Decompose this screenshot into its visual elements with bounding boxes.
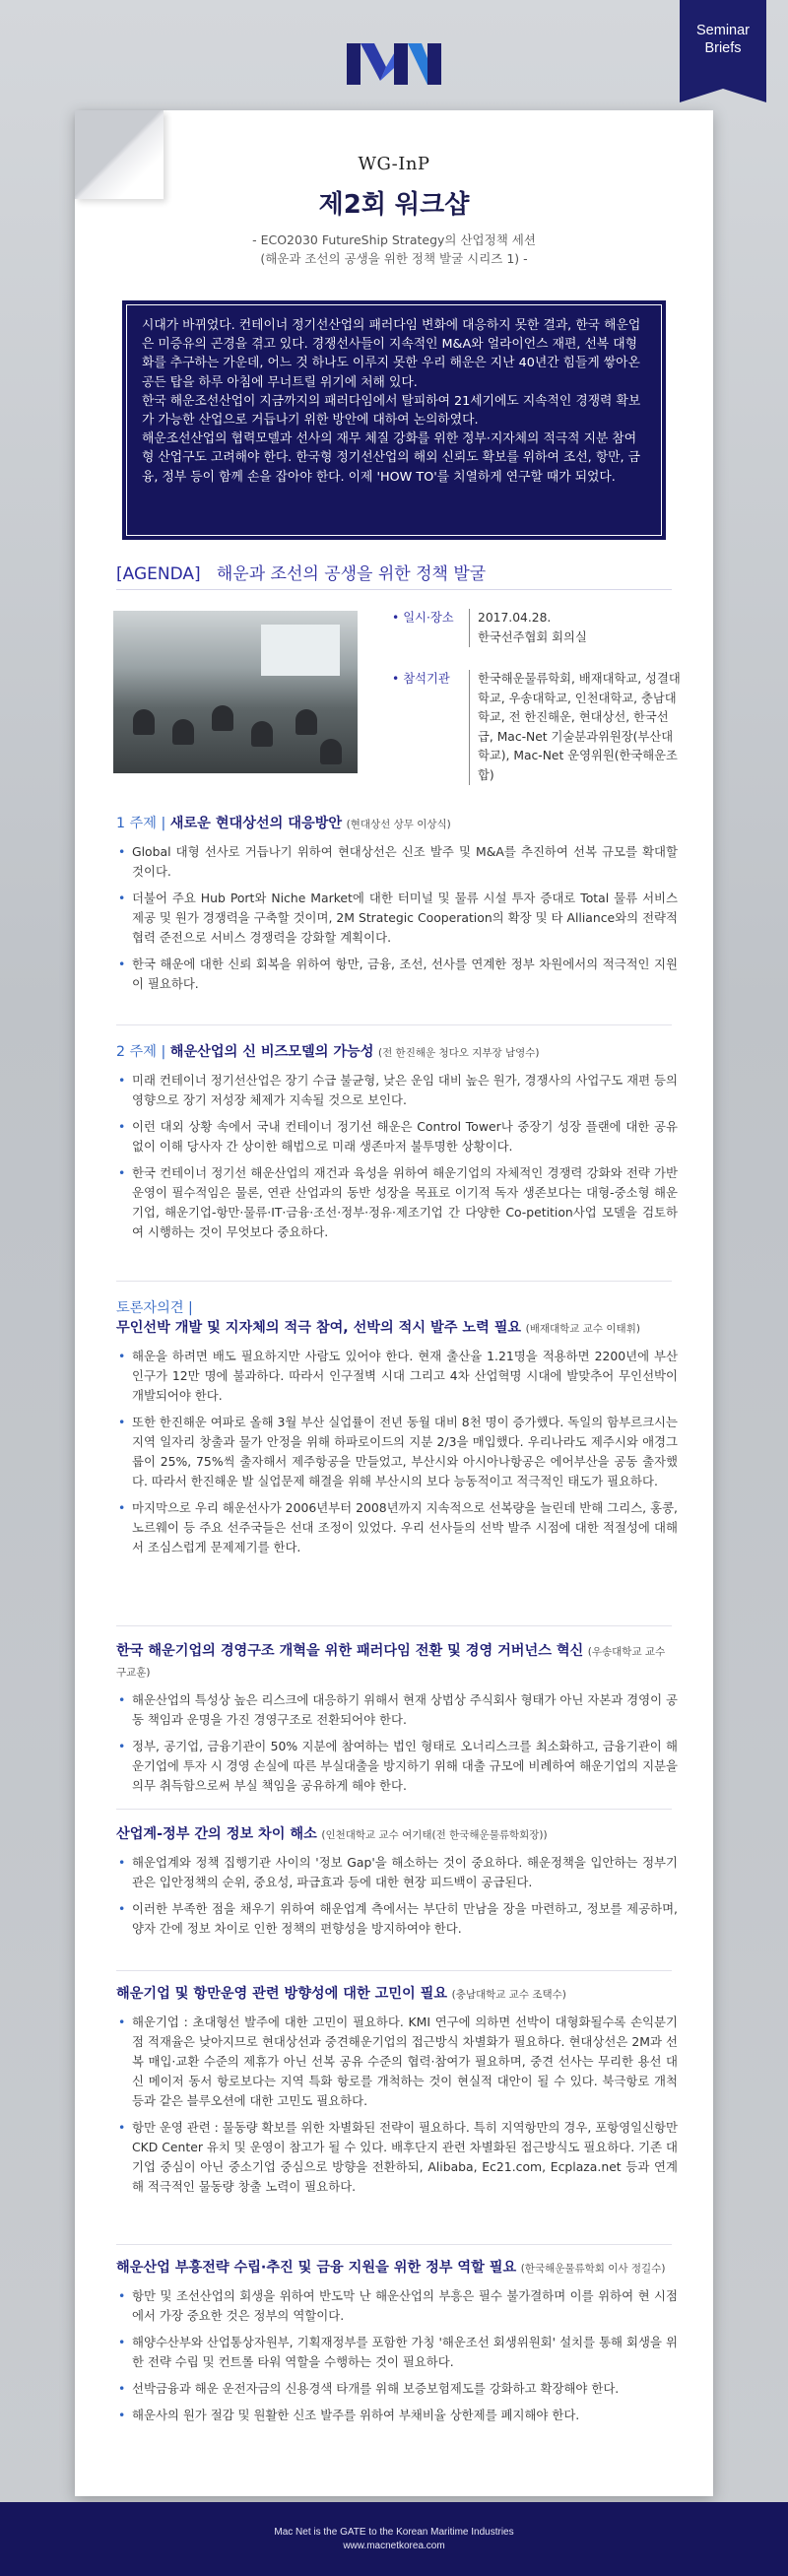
discussion-1 [116,1298,678,1564]
list-item: • 한국 해운에 대한 신뢰 회복을 위하여 항만, 금융, 조선, 선사를 연계한 정부 차원에서의 적극적인 지원이 필요하다. [116,955,678,994]
attendee-figure [251,721,273,747]
attendees-label: • 참석기관 [392,670,450,690]
list-item: • 미래 컨테이너 정기선산업은 장기 수급 불균형, 낮은 운임 대비 높은 원가, 경쟁사의 사업구도 재편 등의 영향으로 장기 저성장 체제가 지속될 것으로 보인다. [116,1071,678,1110]
list-item: • 정부, 공기업, 금융기관이 50% 지분에 참여하는 법인 형태로 오너리스크를 최소화하고, 금융기관이 해운기업에 투자 시 경영 손실에 따른 부실대출을 방지하기 위해 대출 규모에 비례하여 해운기업의 지분을 의무 취득함으로써 부실 책임을 공유하게 해야 한다. [116,1737,678,1796]
page-header [75,154,713,268]
projector-screen [261,625,340,676]
discussion-2-heading: 한국 해운기업의 경영구조 개혁을 위한 패러다임 전환 및 경영 거버넌스 혁신 [116,1643,584,1659]
list-item: • 이런 대외 상황 속에서 국내 컨테이너 정기선 해운은 Control Tower나 중장기 성장 플랜에 대한 공유 없이 이해 당사자 간 상이한 해법으로 미래 생존마저 불투명한 상황이다. [116,1117,678,1156]
discussion-2 [116,1641,678,1803]
date-value [469,609,681,647]
section-divider [116,1970,672,1971]
subtitle-line2: (해운과 조선의 공생을 위한 정책 발굴 시리즈 1) - [260,251,528,266]
topic-2-title [116,1042,678,1063]
topic-1-heading: 새로운 현대상선의 대응방안 [169,816,343,831]
section-divider [116,1281,672,1282]
agenda-tag: [AGENDA] [116,564,201,584]
discussion-3 [116,1824,678,1946]
discussion-4-list [116,2013,678,2197]
intro-paragraph-1: 시대가 바뀌었다. 컨테이너 정기선산업의 패러다임 변화에 대응하지 못한 결과, 한국 해운업은 미증유의 곤경을 겪고 있다. 경쟁선사들이 지속적인 M&A와 얼라이언스 재편, 선복 대형화를 추구하는 가운데, 어느 것 하나도 이루지 못한 우리 해운은 지난 40년간 힘들게 쌓아온 공든 탑을 하루 아침에 무너트릴 위기에 처해 있다. [142,318,641,390]
footer-tagline: Mac Net is the GATE to the Korean Maritime Industries [274,2527,514,2538]
list-item: • 해운업계와 정책 집행기관 사이의 '정보 Gap'을 해소하는 것이 중요하다. 해운정책을 입안하는 정부기관은 입안정책의 순위, 중요성, 파급효과 등에 대한 현장 피드백이 공급된다. [116,1853,678,1892]
discussion-1-speaker: (배재대학교 교수 이태휘) [525,1323,640,1335]
discussion-3-list [116,1853,678,1939]
discussion-5-heading: 해운산업 부흥전략 수립·추진 및 금융 지원을 위한 정부 역할 필요 [116,2260,517,2276]
page-subtitle [75,231,713,268]
attendee-figure [133,709,155,735]
topic-1 [116,814,678,1001]
list-item: • 또한 한진해운 여파로 올해 3월 부산 실업률이 전년 동월 대비 8천 명이 증가했다. 독일의 함부르크시는 지역 일자리 창출과 물가 안정을 위해 하파로이드의 지분 2/3을 매입했다. 우리나라도 제주시와 애경그룹이 25%, 75%씩 출자해서 제주항공을 만들었고, 부산시와 아시아나항공은 에어부산을 공동 출자했다. 따라서 한진해운 발 실업문제 해결을 위해 부산시의 보다 능동적이고 적극적인 태도가 필요하다. [116,1413,678,1491]
discussion-2-speaker: (우송대학교 교수 구교훈) [116,1646,666,1679]
discussion-5-list [116,2286,678,2425]
discussion-5-title [116,2258,678,2279]
topic-2-speaker: (전 한진해운 청다오 지부장 남영수) [377,1047,540,1059]
badge-line1: Seminar [696,23,750,38]
intro-box [122,300,666,540]
attendees-value: 한국해운물류학회, 배재대학교, 성결대학교, 우송대학교, 인천대학교, 충남대학교, 전 한진해운, 현대상선, 한국선급, Mac-Net 기술분과위원장(부산대학교), Mac-Net 운영위원(한국해운조합) [469,670,681,785]
page-footer [0,2502,788,2576]
topic-2-heading: 해운산업의 신 비즈모델의 가능성 [169,1044,374,1060]
discussion-3-speaker: (인천대학교 교수 여기태(전 한국해운물류학회장)) [321,1829,548,1841]
topic-2 [116,1042,678,1249]
attendee-figure [320,739,342,764]
agenda-title: 해운과 조선의 공생을 위한 정책 발굴 [216,564,487,584]
discussion-2-list [116,1690,678,1796]
topic-2-num: 2 주제 | [116,1044,166,1060]
list-item: • 마지막으로 우리 해운선사가 2006년부터 2008년까지 지속적으로 선복량을 늘린데 반해 그리스, 홍콩, 노르웨이 등 주요 선주국들은 선대 조정이 있었다. 우리 선사들의 선박 발주 시점에 대한 적절성에 대해서 조심스럽게 문제제기를 한다. [116,1498,678,1557]
discussion-4-title [116,1984,678,2005]
date-label: • 일시·장소 [392,609,454,628]
topic-2-list [116,1071,678,1242]
list-item: • 해양수산부와 산업통상자원부, 기획재정부를 포함한 가칭 '해운조선 회생위원회' 설치를 통해 회생을 위한 전략 수립 및 컨트롤 타워 역할을 수행하는 것이 필요하다. [116,2333,678,2372]
discussion-4 [116,1984,678,2204]
discussion-5-speaker: (한국해운물류학회 이사 정길수) [520,2263,666,2275]
page-title: 제2회 워크샵 [318,190,470,220]
list-item: • 한국 컨테이너 정기선 해운산업의 재건과 육성을 위하여 해운기업의 자체적인 경쟁력 강화와 전략 가반운영이 필수적임은 물론, 연관 산업과의 동반 성장을 목표로 이기적 독자 생존보다는 대형-중소형 해운기업, 해운기업-항만·물류·IT·금융·조선·정부·정유·제조기업 간 다양한 Co-petition사업 모델을 검토하여 시행하는 것이 무엇보다 중요하다. [116,1163,678,1242]
section-divider [116,2244,672,2245]
discussion-label [116,1298,678,1318]
discussion-1-list [116,1347,678,1557]
list-item: • 해운기업 : 초대형선 발주에 대한 고민이 필요하다. KMI 연구에 의하면 선박이 대형화될수록 손익분기점 적재율은 낮아지므로 현대상선과 중견해운기업의 접근방식 차별화가 필요하다. 현대상선은 2M과 선복 매입·교환 수준의 제휴가 아닌 선복 공유 수준의 협력·참여가 필요하며, 중견 선사는 무리한 용선 대신 메이저 동서 항로보다는 지역 특화 항로를 개척하는 것이 현실적 대안이 될 수 있다. 북극항로 개척 등과 같은 블루오션에 대한 고민도 필요하다. [116,2013,678,2111]
discussion-4-heading: 해운기업 및 항만운영 관련 방향성에 대한 고민이 필요 [116,1986,448,2002]
seminar-briefs-badge [680,0,766,89]
topic-1-list [116,842,678,994]
topic-1-title [116,814,678,834]
mn-logo [345,37,443,89]
discussion-1-heading: 무인선박 개발 및 지자체의 적극 참여, 선박의 적시 발주 노력 필요 [116,1320,522,1336]
discussion-1-title [116,1318,678,1339]
list-item: • 항만 및 조선산업의 회생을 위하여 반도막 난 해운산업의 부흥은 필수 불가결하며 이를 위하여 현 시점에서 가장 중요한 것은 정부의 역할이다. [116,2286,678,2326]
footer-website-link[interactable]: www.macnetkorea.com [343,2541,445,2551]
topic-1-num: 1 주제 | [116,816,166,831]
section-divider [116,1024,672,1025]
list-item: • 항만 운영 관련 : 물동량 확보를 위한 차별화된 전략이 필요하다. 특히 지역항만의 경우, 포항영일신항만 CKD Center 유치 및 운영이 참고가 될 수 있다. 배후단지 관련 차별화된 접근방식도 필요하다. 기존 대기업 중심이 아닌 중소기업 중심으로 방향을 전환하되, Alibaba, Ec21.com, Ecplaza.net 등과 연계해 적극적인 물동량 창출 노력이 필요하다. [116,2118,678,2197]
list-item: • 해운을 하려면 배도 필요하지만 사람도 있어야 한다. 현재 출산율 1.21명을 적용하면 2200년에 부산 인구가 12만 명에 불과하다. 따라서 인구절벽 시대 그리고 4차 산업혁명 시대에 발맞추어 무인선박이 개발되어야 한다. [116,1347,678,1406]
discussion-label-text: 토론자의견 | [116,1300,193,1316]
intro-paragraph-2: 한국 해운조선산업이 지금까지의 패러다임에서 탈피하여 21세기에도 지속적인 경쟁력 확보가 가능한 산업으로 거듭나기 위한 방안에 대하여 논의하였다. [142,393,641,429]
section-divider [116,1809,672,1810]
discussion-5 [116,2258,678,2432]
discussion-4-speaker: (충남대학교 교수 조택수) [451,1989,566,2001]
subtitle-line1: - ECO2030 FutureShip Strategy의 산업정책 세션 [252,232,536,247]
date-value-line1: 2017.04.28. [478,611,552,625]
intro-paragraph-3: 해운조선산업의 협력모델과 선사의 재무 체질 강화를 위한 정부·지자체의 적극적 지분 참여형 산업구도 고려해야 한다. 한국형 정기선산업의 해외 신뢰도 확보를 위하여 조선, 항만, 금융, 정부 등이 함께 손을 잡아야 한다. 이제 'HOW TO'를 치열하게 연구할 때가 되었다. [142,431,641,485]
date-value-line2: 한국선주협회 회의실 [478,629,587,644]
wg-label: WG-InP [358,154,430,174]
attendee-figure [212,705,233,731]
attendee-figure [296,709,317,735]
agenda-heading [116,560,486,584]
badge-line2: Briefs [704,40,742,56]
list-item: • 선박금융과 해운 운전자금의 신용경색 타개를 위해 보증보험제도를 강화하고 확장해야 한다. [116,2379,678,2399]
section-divider [116,1625,672,1626]
discussion-3-title [116,1824,678,1845]
list-item: • Global 대형 선사로 거듭나기 위하여 현대상선은 신조 발주 및 M&A를 추진하여 선복 규모를 확대할 것이다. [116,842,678,882]
list-item: • 이러한 부족한 점을 채우기 위하여 해운업계 측에서는 부단히 만남을 장을 마련하고, 정보를 제공하며, 양자 간에 정보 차이로 인한 정책의 편향성을 방지하여야 한다. [116,1899,678,1939]
discussion-2-title [116,1641,678,1683]
topic-1-speaker: (현대상선 상무 이상식) [346,819,451,830]
list-item: • 해운산업의 특성상 높은 리스크에 대응하기 위해서 현재 상법상 주식회사 형태가 아닌 자본과 경영이 공동 책임과 운명을 가진 경영구조로 전환되어야 한다. [116,1690,678,1730]
list-item: • 해운사의 원가 절감 및 원활한 신조 발주를 위하여 부채비율 상한제를 폐지해야 한다. [116,2406,678,2425]
agenda-divider [116,589,672,590]
attendee-figure [172,719,194,745]
discussion-3-heading: 산업계-정부 간의 정보 차이 해소 [116,1826,317,1842]
list-item: • 더불어 주요 Hub Port와 Niche Market에 대한 터미널 및 물류 시설 투자 증대로 Total 물류 서비스 제공 및 원가 경쟁력을 구축할 것이며, 2M Strategic Cooperation의 확장 및 타 Alliance와의 전략적 협력 준전으로 서비스 경쟁력을 강화할 계획이다. [116,889,678,948]
seminar-photo [113,611,358,773]
